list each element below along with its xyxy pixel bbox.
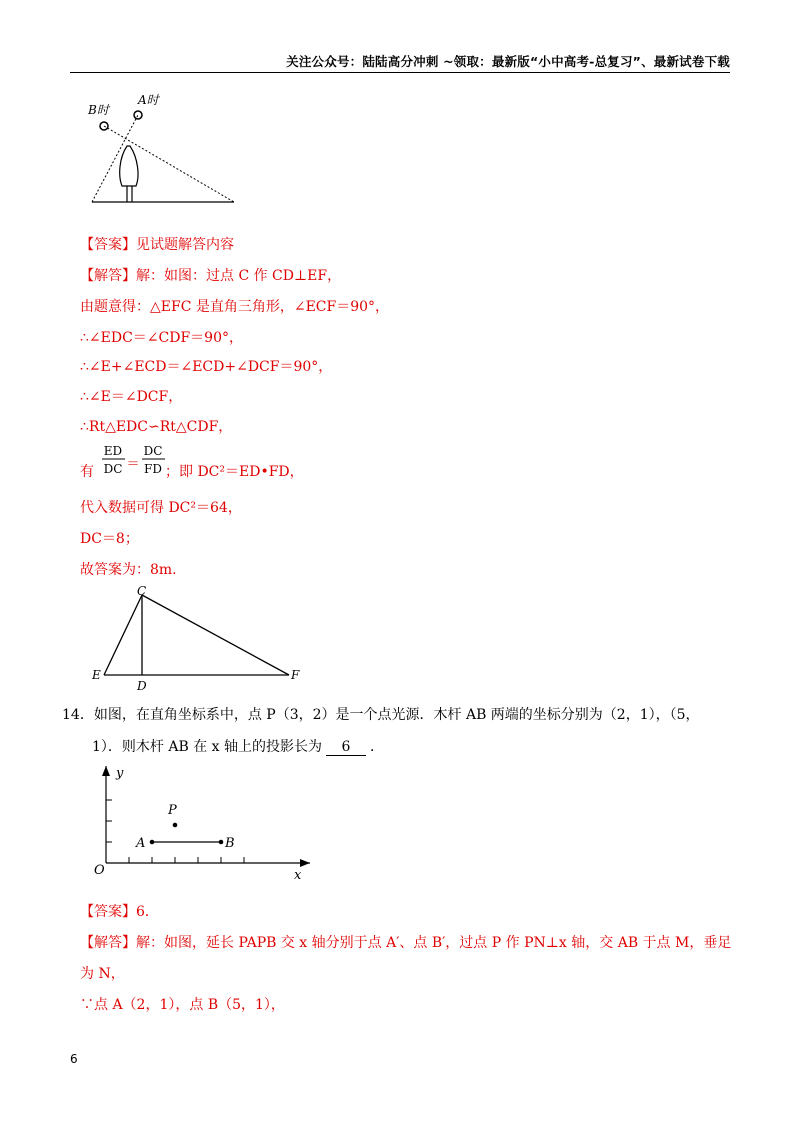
explain-14-line1 (80, 932, 731, 952)
explain-line-8: 代入数据可得 DC²＝64， (80, 500, 242, 516)
figure-tree-shadow (80, 88, 250, 208)
question-text-3: ． (370, 739, 385, 755)
label-c: C (137, 584, 147, 598)
frac1-den: DC (103, 462, 123, 476)
explain-line-9: DC＝8； (80, 531, 139, 547)
label-a-time: A时 (138, 93, 159, 107)
figure-coordinate (88, 762, 318, 884)
explain-14-text-1: 解：如图，延长 PAPB 交 x 轴分别于点 A′、点 B′，过点 P 作 PN⊥x 轴，交 AB 于点 M，垂足 (136, 935, 732, 951)
ray-b (104, 126, 234, 202)
page-header: 关注公众号：陆陆高分冲刺 ~领取：最新版“小中高考-总复习”、最新试卷下载 (286, 54, 730, 69)
answer-blank: 6 (326, 739, 366, 756)
point-b (219, 840, 224, 845)
page-number: 6 (70, 1052, 78, 1066)
label-b-time: B时 (88, 103, 109, 117)
explain-line-6: 有 (80, 464, 94, 480)
frac1-num: ED (103, 444, 123, 458)
explain-line-4: ∴∠E＝∠DCF， (80, 389, 183, 405)
label-y: y (116, 766, 124, 781)
label-o: O (94, 863, 105, 878)
figure-triangle (86, 582, 316, 694)
label-a: A (136, 836, 146, 851)
label-p: P (168, 803, 177, 818)
explain-line-0: 解：如图：过点 C 作 CD⊥EF， (136, 268, 342, 284)
tree-icon (120, 146, 138, 186)
frac2-den: FD (144, 462, 162, 476)
header-rule (70, 72, 730, 73)
question-14-line2 (92, 736, 384, 756)
answer-tag: 【答案】 (80, 237, 136, 253)
explain-line-5: ∴Rt△EDC∽Rt△CDF， (80, 419, 233, 435)
explain-line-3: ∴∠E+∠ECD＝∠ECD+∠DCF＝90°， (80, 359, 333, 375)
y-arrow-icon (102, 766, 110, 776)
label-e: E (92, 668, 101, 682)
answer-14-text: 6． (136, 904, 159, 920)
frac-eq: ＝ (126, 457, 140, 472)
explain-tag: 【解答】 (80, 268, 136, 284)
question-number: 14． (62, 707, 94, 723)
question-14-line1 (62, 704, 700, 724)
answer-14-tag: 【答案】 (80, 904, 136, 920)
point-a (150, 840, 155, 845)
x-arrow-icon (300, 859, 310, 867)
point-p (173, 823, 178, 828)
explain-line-7: ；即 DC²＝ED•FD， (165, 464, 304, 480)
side-cf (142, 595, 289, 675)
question-text-2: 1）．则木杆 AB 在 x 轴上的投影长为 (92, 739, 323, 755)
explain-14-text-3: ∵点 A（2，1），点 B（5，1）， (80, 997, 285, 1013)
answer-14-line (80, 901, 159, 921)
ray-a (92, 115, 138, 202)
explain-13-line (80, 265, 341, 285)
explain-14-text-2: 为 N， (80, 966, 125, 982)
explain-line-1: 由题意得：△EFC 是直角三角形，∠ECF＝90°， (80, 299, 390, 315)
answer-text: 见试题解答内容 (136, 237, 234, 253)
explain-14-tag: 【解答】 (80, 935, 136, 951)
label-f: F (291, 668, 300, 682)
explain-line-10: 故答案为：8m. (80, 562, 177, 578)
question-text-1: 如图，在直角坐标系中，点 P（3，2）是一个点光源．木杆 AB 两端的坐标分别为（2，1），（5， (93, 707, 700, 723)
label-d: D (137, 679, 147, 693)
frac2-num: DC (143, 444, 163, 458)
side-ec (104, 595, 142, 675)
label-x: x (294, 868, 302, 883)
explain-line-2: ∴∠EDC＝∠CDF＝90°， (80, 330, 243, 346)
answer-13-line (80, 234, 234, 254)
label-b: B (225, 836, 235, 851)
